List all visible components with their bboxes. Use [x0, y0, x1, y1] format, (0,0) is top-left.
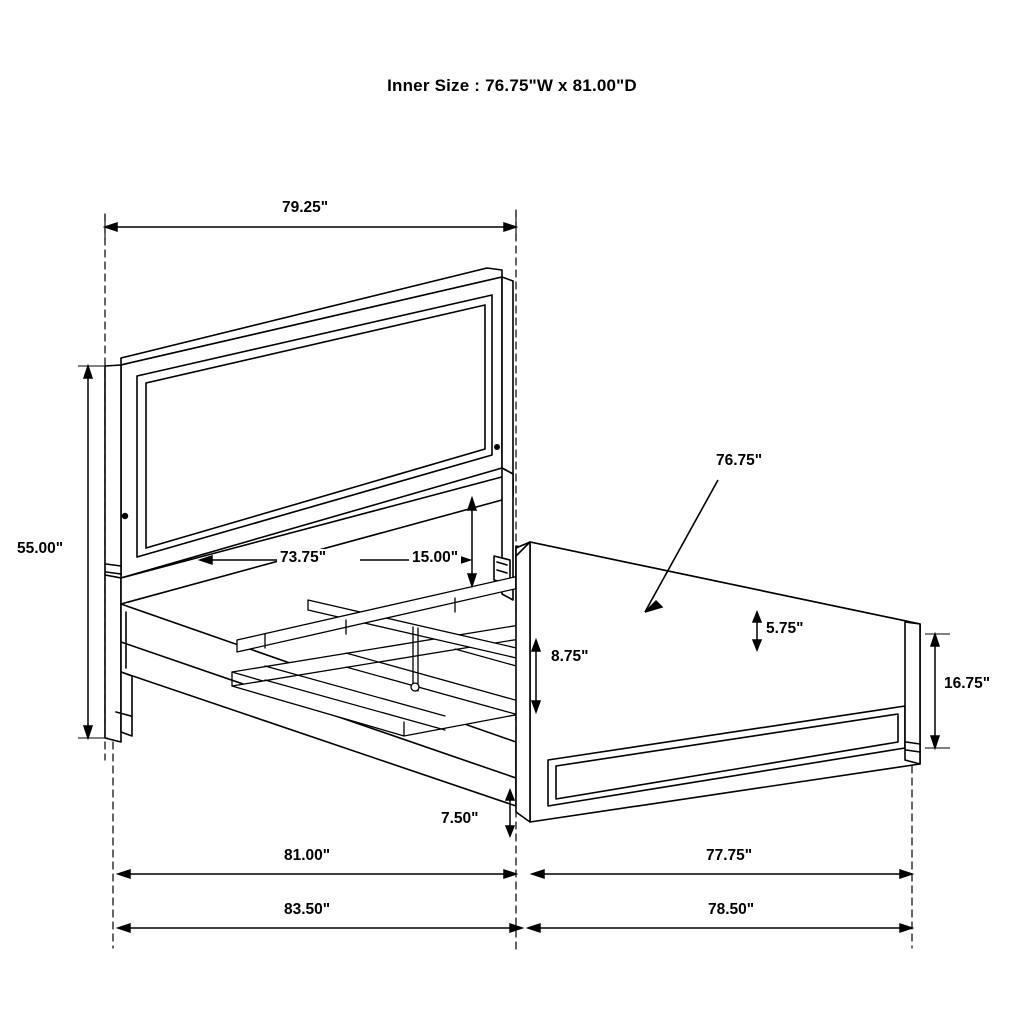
dim-footboard-clearance: 7.50"	[438, 810, 482, 827]
dim-headboard-width: 79.25"	[279, 199, 331, 216]
dim-deck-height: 8.75"	[548, 648, 592, 665]
dim-side-rail-inner: 5.75"	[763, 620, 807, 637]
dim-footboard-depth-lower: 78.50"	[705, 901, 757, 918]
dim-footboard-depth-upper: 77.75"	[703, 847, 755, 864]
dim-headboard-panel-width: 73.75"	[277, 549, 329, 566]
dim-footboard-height: 16.75"	[941, 675, 993, 692]
dim-inner-width-callout: 76.75"	[713, 452, 765, 469]
dim-deck-to-headboard-top: 15.00"	[409, 549, 461, 566]
page-title: Inner Size : 76.75"W x 81.00"D	[387, 76, 637, 95]
dim-depth-lower: 83.50"	[281, 901, 333, 918]
footboard	[516, 542, 920, 822]
dim-depth-upper: 81.00"	[281, 847, 333, 864]
dim-overall-height: 55.00"	[14, 540, 66, 557]
